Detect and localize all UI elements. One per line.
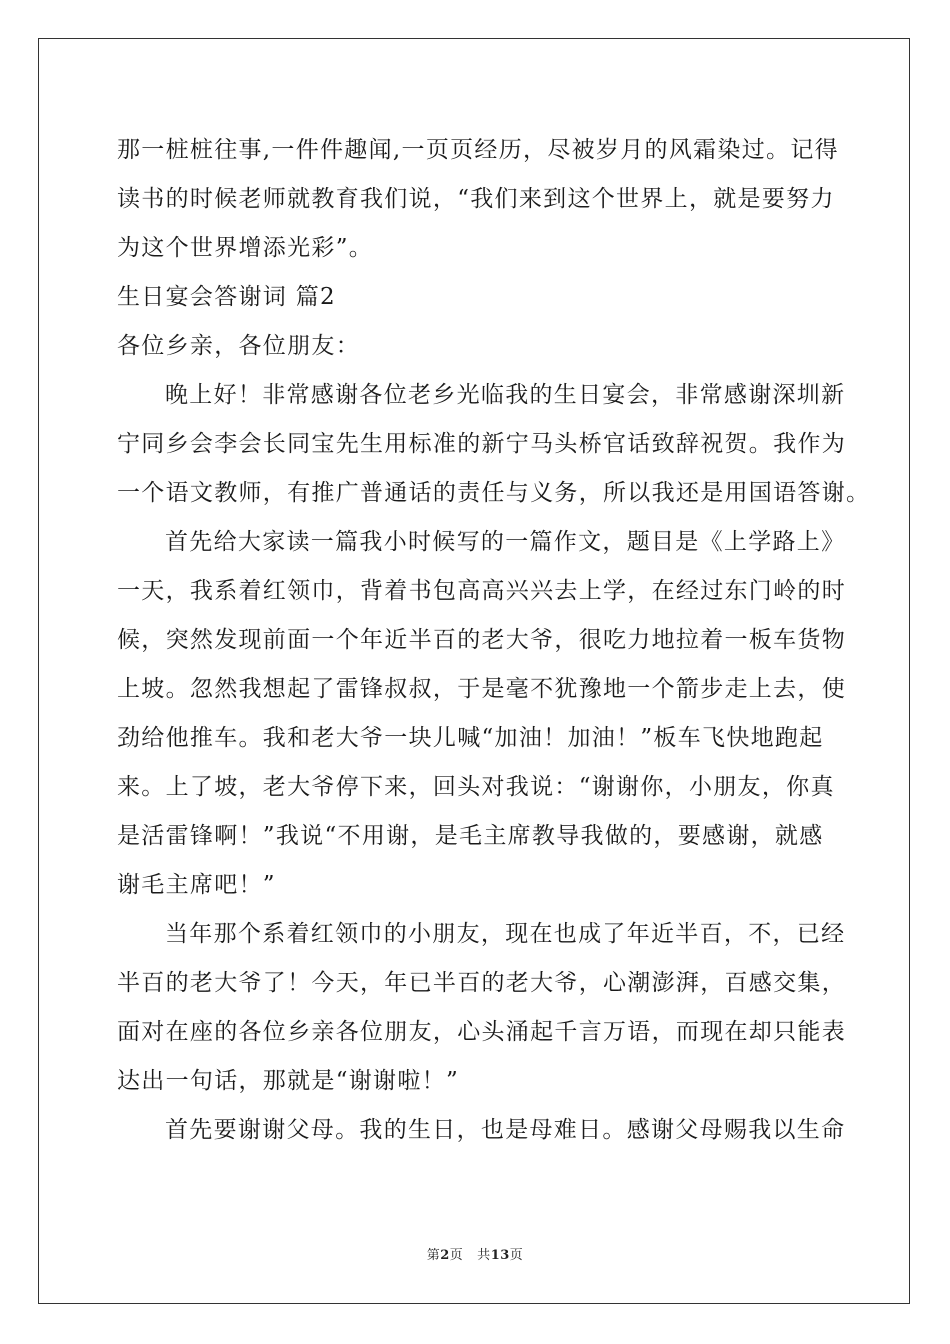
text-line: 上坡。忽然我想起了雷锋叔叔，于是毫不犹豫地一个箭步走上去，使 (117, 676, 846, 702)
text-line: 半百的老大爷了！今天，年已半百的老大爷，心潮澎湃，百感交集， (117, 970, 846, 996)
paragraph-start-line: 首先要谢谢父母。我的生日，也是母难日。感谢父母赐我以生命 (165, 1117, 846, 1143)
paragraph-start-line: 晚上好！非常感谢各位老乡光临我的生日宴会，非常感谢深圳新 (165, 382, 846, 408)
total-page-count: 13 (490, 1248, 510, 1263)
text-line: 那一桩桩往事,一件件趣闻,一页页经历，尽被岁月的风霜染过。记得 (117, 137, 839, 163)
total-unit: 页 (509, 1248, 524, 1263)
text-line: 达出一句话，那就是“谢谢啦！” (117, 1068, 460, 1094)
paragraph-start-line: 首先给大家读一篇我小时候写的一篇作文，题目是《上学路上》 (165, 529, 846, 555)
text-line: 宁同乡会李会长同宝先生用标准的新宁马头桥官话致辞祝贺。我作为 (117, 431, 846, 457)
text-line: 是活雷锋啊！”我说“不用谢，是毛主席教导我做的，要感谢，就感 (117, 823, 824, 849)
section-heading: 生日宴会答谢词 篇2 (117, 284, 336, 310)
salutation: 各位乡亲，各位朋友： (117, 333, 360, 359)
paragraph-start-line: 当年那个系着红领巾的小朋友，现在也成了年近半百，不，已经 (165, 921, 846, 947)
page-unit: 页 (449, 1248, 464, 1263)
page-prefix: 第 (426, 1248, 441, 1263)
page-footer (0, 1246, 950, 1266)
text-line: 为这个世界增添光彩”。 (117, 235, 374, 261)
text-line: 读书的时候老师就教育我们说，“我们来到这个世界上，就是要努力 (117, 186, 835, 212)
document-body (117, 126, 871, 1155)
text-line: 谢毛主席吧！” (117, 872, 276, 898)
text-line: 来。上了坡，老大爷停下来，回头对我说：“谢谢你，小朋友，你真 (117, 774, 835, 800)
text-line: 一天，我系着红领巾，背着书包高高兴兴去上学，在经过东门岭的时 (117, 578, 846, 604)
total-prefix: 共 (477, 1248, 491, 1263)
text-line: 劲给他推车。我和老大爷一块儿喊“加油！加油！”板车飞快地跑起 (117, 725, 824, 751)
text-line: 一个语文教师，有推广普通话的责任与义务，所以我还是用国语答谢。 (117, 480, 871, 506)
current-page-number: 2 (440, 1248, 450, 1263)
text-line: 候，突然发现前面一个年近半百的老大爷，很吃力地拉着一板车货物 (117, 627, 846, 653)
text-line: 面对在座的各位乡亲各位朋友，心头涌起千言万语，而现在却只能表 (117, 1019, 846, 1045)
